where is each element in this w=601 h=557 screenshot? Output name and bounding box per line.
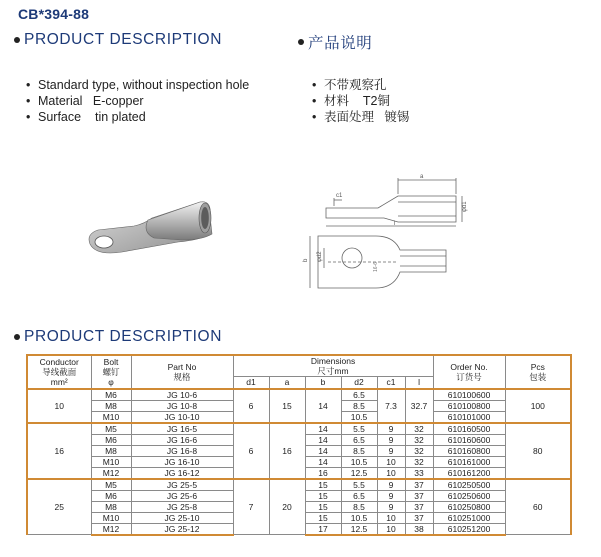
cell-l: 32 xyxy=(405,445,433,456)
dim-label-b: b xyxy=(303,258,309,262)
feature-item: • 不带观察孔 xyxy=(312,78,387,92)
cell-order-no: 610250800 xyxy=(433,501,505,512)
dim-label-c1: c1 xyxy=(336,193,343,199)
cell-d2: 12.5 xyxy=(341,523,377,535)
standard-code: CB*394-88 xyxy=(18,6,90,22)
feature-list-zh xyxy=(312,77,409,125)
header-dim-col: l xyxy=(405,377,433,389)
cell-bolt: M8 xyxy=(91,501,131,512)
cell-a: 16 xyxy=(269,423,305,479)
side-view-drawing xyxy=(298,172,478,234)
spec-table-header xyxy=(27,355,571,389)
cell-bolt: M5 xyxy=(91,423,131,435)
cell-part-no: JG 16-6 xyxy=(131,434,233,445)
cell-d2: 6.5 xyxy=(341,434,377,445)
cell-bolt: M10 xyxy=(91,456,131,467)
bullet-icon xyxy=(298,39,304,45)
bullet-icon xyxy=(14,334,20,340)
cell-c1: 10 xyxy=(377,523,405,535)
cell-pcs: 100 xyxy=(505,389,571,423)
cell-order-no: 610100600 xyxy=(433,389,505,401)
cell-c1: 9 xyxy=(377,501,405,512)
cell-part-no: JG 25-6 xyxy=(131,490,233,501)
cell-l: 37 xyxy=(405,479,433,491)
cell-bolt: M6 xyxy=(91,490,131,501)
cell-b: 15 xyxy=(305,490,341,501)
top-view-drawing xyxy=(298,232,478,294)
cell-d2: 10.5 xyxy=(341,512,377,523)
section-title-label: 产品说明 xyxy=(308,35,373,52)
cell-b: 16 xyxy=(305,467,341,479)
cell-order-no: 610251200 xyxy=(433,523,505,535)
spec-table-body xyxy=(27,389,571,535)
cell-part-no: JG 25-12 xyxy=(131,523,233,535)
cell-pcs: 60 xyxy=(505,479,571,535)
cell-l: 32.7 xyxy=(405,389,433,423)
cell-part-no: JG 16-8 xyxy=(131,445,233,456)
cell-bolt: M6 xyxy=(91,389,131,401)
feature-item: • Surface tin plated xyxy=(26,110,146,124)
cell-bolt: M6 xyxy=(91,434,131,445)
cell-b: 15 xyxy=(305,479,341,491)
cell-d1: 6 xyxy=(233,423,269,479)
cell-b: 14 xyxy=(305,434,341,445)
cell-part-no: JG 25-5 xyxy=(131,479,233,491)
cell-order-no: 610161000 xyxy=(433,456,505,467)
cell-bolt: M8 xyxy=(91,400,131,411)
cell-c1: 9 xyxy=(377,490,405,501)
cell-b: 14 xyxy=(305,445,341,456)
cable-lug-photo xyxy=(82,196,222,266)
cell-d2: 6.5 xyxy=(341,389,377,401)
cell-part-no: JG 10-6 xyxy=(131,389,233,401)
cell-d2: 6.5 xyxy=(341,490,377,501)
spec-table xyxy=(26,354,572,536)
cell-d2: 10.5 xyxy=(341,456,377,467)
cell-d2: 5.5 xyxy=(341,423,377,435)
cell-bolt: M12 xyxy=(91,467,131,479)
section-title-description-zh xyxy=(298,31,372,53)
cell-l: 32 xyxy=(405,423,433,435)
table-row xyxy=(27,479,571,491)
section-title-label: PRODUCT DESCRIPTION xyxy=(24,328,222,345)
cell-c1: 7.3 xyxy=(377,389,405,423)
cell-part-no: JG 16-12 xyxy=(131,467,233,479)
header-conductor: Conductor 导线截面 mm² xyxy=(27,355,91,389)
table-row xyxy=(27,423,571,435)
cell-l: 33 xyxy=(405,467,433,479)
cell-d1: 7 xyxy=(233,479,269,535)
dim-label-d1: φd1 xyxy=(462,201,468,212)
table-row xyxy=(27,389,571,401)
cell-d2: 5.5 xyxy=(341,479,377,491)
cell-l: 32 xyxy=(405,434,433,445)
cell-order-no: 610250600 xyxy=(433,490,505,501)
cell-d2: 8.5 xyxy=(341,445,377,456)
cell-bolt: M5 xyxy=(91,479,131,491)
section-title-description-table xyxy=(14,328,222,346)
header-dim-col: a xyxy=(269,377,305,389)
cell-b: 14 xyxy=(305,456,341,467)
header-pcs: Pcs 包装 xyxy=(505,355,571,389)
feature-item: • Material E-copper xyxy=(26,94,144,108)
cell-part-no: JG 25-8 xyxy=(131,501,233,512)
header-dimensions: Dimensions 尺寸mm xyxy=(233,355,433,377)
cell-c1: 9 xyxy=(377,445,405,456)
header-dim-col: c1 xyxy=(377,377,405,389)
cell-order-no: 610100800 xyxy=(433,400,505,411)
section-title-label: PRODUCT DESCRIPTION xyxy=(24,31,222,48)
cell-l: 38 xyxy=(405,523,433,535)
cell-conductor: 25 xyxy=(27,479,91,535)
cell-l: 32 xyxy=(405,456,433,467)
header-dim-col: b xyxy=(305,377,341,389)
cell-b: 17 xyxy=(305,523,341,535)
cell-d1: 6 xyxy=(233,389,269,423)
header-dim-col: d1 xyxy=(233,377,269,389)
cell-l: 37 xyxy=(405,512,433,523)
cell-d2: 10.5 xyxy=(341,411,377,423)
cell-a: 15 xyxy=(269,389,305,423)
cell-d2: 8.5 xyxy=(341,400,377,411)
cell-conductor: 16 xyxy=(27,423,91,479)
cell-order-no: 610250500 xyxy=(433,479,505,491)
cell-part-no: JG 25-10 xyxy=(131,512,233,523)
cell-d2: 12.5 xyxy=(341,467,377,479)
cell-order-no: 610251000 xyxy=(433,512,505,523)
cell-pcs: 80 xyxy=(505,423,571,479)
section-title-description-en xyxy=(14,31,222,49)
cell-a: 20 xyxy=(269,479,305,535)
cell-order-no: 610160600 xyxy=(433,434,505,445)
cell-order-no: 610161200 xyxy=(433,467,505,479)
header-order-no: Order No. 订货号 xyxy=(433,355,505,389)
feature-item: • 表面处理 镀锡 xyxy=(312,110,410,124)
cell-c1: 9 xyxy=(377,434,405,445)
cell-b: 14 xyxy=(305,389,341,423)
cell-conductor: 10 xyxy=(27,389,91,423)
cell-part-no: JG 16-10 xyxy=(131,456,233,467)
cell-part-no: JG 16-5 xyxy=(131,423,233,435)
cell-l: 37 xyxy=(405,501,433,512)
dim-label-d2: φd2 xyxy=(317,251,323,262)
feature-item: • 材料 T2铜 xyxy=(312,94,390,108)
cell-part-no: JG 10-8 xyxy=(131,400,233,411)
cell-c1: 10 xyxy=(377,512,405,523)
cell-b: 14 xyxy=(305,423,341,435)
dim-label-l: l xyxy=(394,221,396,227)
stamp-marking: 16-6 xyxy=(373,261,379,272)
cell-c1: 9 xyxy=(377,479,405,491)
cell-l: 37 xyxy=(405,490,433,501)
dim-label-a: a xyxy=(420,174,424,180)
cell-order-no: 610101000 xyxy=(433,411,505,423)
cell-c1: 9 xyxy=(377,423,405,435)
cell-c1: 10 xyxy=(377,467,405,479)
header-bolt: Bolt 螺钉 φ xyxy=(91,355,131,389)
cell-bolt: M10 xyxy=(91,411,131,423)
cell-c1: 10 xyxy=(377,456,405,467)
feature-item: • Standard type, without inspection hole xyxy=(26,78,250,92)
cell-d2: 8.5 xyxy=(341,501,377,512)
cell-bolt: M8 xyxy=(91,445,131,456)
cell-order-no: 610160500 xyxy=(433,423,505,435)
cell-bolt: M10 xyxy=(91,512,131,523)
header-part-no: Part No 规格 xyxy=(131,355,233,389)
feature-list-en xyxy=(26,77,249,125)
cell-order-no: 610160800 xyxy=(433,445,505,456)
cell-b: 15 xyxy=(305,512,341,523)
cell-bolt: M12 xyxy=(91,523,131,535)
cell-b: 15 xyxy=(305,501,341,512)
cell-part-no: JG 10-10 xyxy=(131,411,233,423)
header-dim-col: d2 xyxy=(341,377,377,389)
bullet-icon xyxy=(14,37,20,43)
